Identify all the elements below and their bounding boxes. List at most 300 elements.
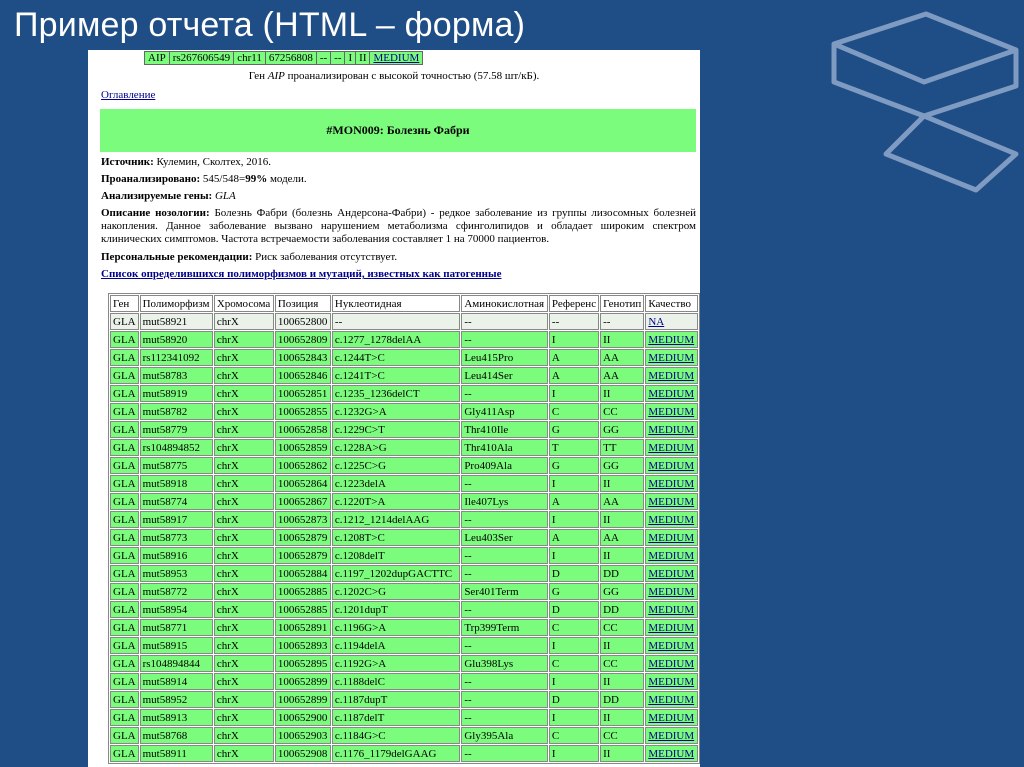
table-row [110, 619, 698, 636]
table-cell: I [549, 547, 599, 564]
table-row [110, 709, 698, 726]
table-cell: -- [461, 601, 548, 618]
table-cell [645, 493, 698, 510]
table-cell: mut58919 [140, 385, 213, 402]
table-cell: CC [600, 727, 644, 744]
table-row [110, 403, 698, 420]
column-header: Хромосома [214, 295, 274, 312]
table-cell: GG [600, 421, 644, 438]
table-cell [645, 475, 698, 492]
quality-link[interactable]: MEDIUM [648, 693, 695, 706]
table-cell: mut58779 [140, 421, 213, 438]
table-cell: -- [461, 313, 548, 330]
table-cell: Leu414Ser [461, 367, 548, 384]
table-cell [645, 619, 698, 636]
toc-link[interactable]: Оглавление [101, 89, 156, 101]
table-cell: GG [600, 457, 644, 474]
column-header: Позиция [275, 295, 331, 312]
table-cell: I [549, 475, 599, 492]
table-row [110, 583, 698, 600]
slide-title: Пример отчета (HTML – форма) [14, 6, 526, 44]
table-cell: 100652800 [275, 313, 331, 330]
table-cell: 100652903 [275, 727, 331, 744]
quality-link[interactable]: MEDIUM [648, 639, 695, 652]
table-cell: 100652858 [275, 421, 331, 438]
table-cell: chrX [214, 313, 274, 330]
recommendation-line: Персональные рекомендации: Риск заболевания отсутствует. [101, 251, 398, 263]
table-cell: 100652867 [275, 493, 331, 510]
table-cell: Leu415Pro [461, 349, 548, 366]
table-cell [645, 709, 698, 726]
quality-link[interactable]: MEDIUM [648, 747, 695, 760]
table-cell: GLA [110, 493, 139, 510]
table-cell: GLA [110, 511, 139, 528]
quality-link[interactable]: MEDIUM [648, 423, 695, 436]
table-row [110, 655, 698, 672]
quality-link[interactable]: NA [648, 315, 665, 328]
table-cell: GG [600, 583, 644, 600]
column-header: Генотип [600, 295, 644, 312]
table-cell: I [549, 511, 599, 528]
table-cell: 100652862 [275, 457, 331, 474]
table-cell: AA [600, 529, 644, 546]
table-cell [645, 691, 698, 708]
table-cell: Glu398Lys [461, 655, 548, 672]
table-cell: GLA [110, 331, 139, 348]
disease-banner [100, 109, 696, 152]
table-cell: chrX [214, 421, 274, 438]
table-cell: A [549, 349, 599, 366]
table-cell [645, 403, 698, 420]
genes-line: Анализируемые гены: GLA [101, 190, 236, 202]
table-cell: 100652879 [275, 547, 331, 564]
pathogenic-list-link[interactable]: Список определившихся полиморфизмов и мутаций, известных как патогенные [101, 268, 502, 280]
table-cell: 100652846 [275, 367, 331, 384]
table-row [110, 421, 698, 438]
table-cell: mut58921 [140, 313, 213, 330]
table-cell: c.1232G>A [332, 403, 460, 420]
table-row [110, 439, 698, 456]
table-row [110, 457, 698, 474]
column-header: Референс [549, 295, 599, 312]
table-cell: GLA [110, 529, 139, 546]
table-cell: c.1188delC [332, 673, 460, 690]
table-cell: GLA [110, 673, 139, 690]
table-cell: mut58918 [140, 475, 213, 492]
table-cell: 100652893 [275, 637, 331, 654]
quality-link[interactable]: MEDIUM [648, 387, 695, 400]
table-cell: 100652843 [275, 349, 331, 366]
table-cell: GLA [110, 709, 139, 726]
table-cell: T [549, 439, 599, 456]
table-cell: rs112341092 [140, 349, 213, 366]
table-cell: GLA [110, 547, 139, 564]
table-cell: c.1194delA [332, 637, 460, 654]
table-cell: mut58917 [140, 511, 213, 528]
table-cell: GLA [110, 619, 139, 636]
table-cell: Gly395Ala [461, 727, 548, 744]
table-cell: -- [600, 313, 644, 330]
quality-link[interactable]: MEDIUM [648, 567, 695, 580]
table-cell: chrX [214, 745, 274, 762]
table-cell [645, 565, 698, 582]
table-cell: GLA [110, 457, 139, 474]
table-cell: Ile407Lys [461, 493, 548, 510]
table-cell: chrX [214, 547, 274, 564]
table-cell [645, 637, 698, 654]
table-cell: chrX [214, 475, 274, 492]
table-cell: GLA [110, 349, 139, 366]
quality-link[interactable]: MEDIUM [648, 657, 695, 670]
table-cell [645, 601, 698, 618]
table-cell: chrX [214, 619, 274, 636]
table-cell: -- [461, 511, 548, 528]
table-cell: II [600, 673, 644, 690]
table-cell: C [549, 727, 599, 744]
quality-link[interactable]: MEDIUM [648, 585, 695, 598]
table-cell: GLA [110, 655, 139, 672]
table-cell: GLA [110, 421, 139, 438]
column-header: Аминокислотная [461, 295, 548, 312]
table-cell: 100652873 [275, 511, 331, 528]
table-cell: c.1208delT [332, 547, 460, 564]
top-row-cell: AIP [145, 52, 170, 65]
table-cell: mut58915 [140, 637, 213, 654]
table-cell: chrX [214, 565, 274, 582]
previous-gene-row [144, 51, 423, 65]
table-cell: 100652851 [275, 385, 331, 402]
table-cell: G [549, 457, 599, 474]
quality-link[interactable]: MEDIUM [648, 405, 695, 418]
table-cell: GLA [110, 565, 139, 582]
table-cell: GLA [110, 727, 139, 744]
table-cell: II [600, 745, 644, 762]
table-cell: 100652864 [275, 475, 331, 492]
table-cell: c.1244T>C [332, 349, 460, 366]
table-cell: chrX [214, 367, 274, 384]
table-cell: I [549, 637, 599, 654]
table-cell: -- [549, 313, 599, 330]
table-cell: mut58914 [140, 673, 213, 690]
table-cell: c.1184G>C [332, 727, 460, 744]
description-paragraph: Описание нозологии: Болезнь Фабри (болезнь Андерсона-Фабри) - редкое заболевание из группы лизосомных болезней накопления. Данное заболевание вызвано нарушением метаболизма сфинголипидов и обладает широким спектром клинических симптомов. Частота встречаемости заболевания составляет 1 на 70000 пациентов. [101, 207, 696, 245]
table-cell: chrX [214, 493, 274, 510]
table-cell: 100652879 [275, 529, 331, 546]
table-cell: c.1196G>A [332, 619, 460, 636]
table-cell: c.1197_1202dupGACTTC [332, 565, 460, 582]
table-cell [645, 349, 698, 366]
quality-link[interactable]: MEDIUM [648, 369, 695, 382]
table-cell: chrX [214, 439, 274, 456]
table-cell: Thr410Ala [461, 439, 548, 456]
top-row-cell: chr11 [234, 52, 266, 65]
table-cell: mut58771 [140, 619, 213, 636]
table-cell: I [549, 673, 599, 690]
table-cell: chrX [214, 727, 274, 744]
table-cell: II [600, 709, 644, 726]
table-cell: mut58768 [140, 727, 213, 744]
source-line: Источник: Кулемин, Сколтех, 2016. [101, 156, 271, 168]
table-cell: C [549, 655, 599, 672]
table-cell: c.1229C>T [332, 421, 460, 438]
table-cell: 100652899 [275, 673, 331, 690]
table-cell: mut58953 [140, 565, 213, 582]
quality-link[interactable]: MEDIUM [648, 351, 695, 364]
table-cell: mut58911 [140, 745, 213, 762]
table-cell [645, 727, 698, 744]
table-row [110, 673, 698, 690]
table-row [110, 745, 698, 762]
table-cell: A [549, 529, 599, 546]
table-cell: GLA [110, 745, 139, 762]
table-cell: 100652908 [275, 745, 331, 762]
table-cell: chrX [214, 601, 274, 618]
quality-link[interactable]: MEDIUM [648, 675, 695, 688]
table-cell: GLA [110, 691, 139, 708]
table-cell: TT [600, 439, 644, 456]
table-cell: chrX [214, 691, 274, 708]
table-cell: -- [461, 547, 548, 564]
column-header: Ген [110, 295, 139, 312]
table-cell: mut58920 [140, 331, 213, 348]
quality-link[interactable]: MEDIUM [648, 603, 695, 616]
table-cell: II [600, 637, 644, 654]
gene-accuracy-note: Ген AIP проанализирован с высокой точностью (57.58 шт/кБ). [248, 70, 540, 82]
table-cell: chrX [214, 637, 274, 654]
table-cell: DD [600, 601, 644, 618]
table-cell: GLA [110, 583, 139, 600]
table-cell: mut58954 [140, 601, 213, 618]
table-cell: GLA [110, 367, 139, 384]
quality-link[interactable]: MEDIUM [373, 52, 420, 64]
quality-link[interactable]: MEDIUM [648, 531, 695, 544]
table-cell: chrX [214, 529, 274, 546]
table-cell: c.1187delT [332, 709, 460, 726]
table-cell: GLA [110, 439, 139, 456]
table-cell: c.1277_1278delAA [332, 331, 460, 348]
table-cell: GLA [110, 403, 139, 420]
table-cell [645, 439, 698, 456]
table-cell: 100652895 [275, 655, 331, 672]
table-cell [645, 511, 698, 528]
table-cell: -- [461, 565, 548, 582]
table-cell: -- [461, 691, 548, 708]
table-cell: chrX [214, 331, 274, 348]
table-cell: GLA [110, 601, 139, 618]
table-cell [645, 583, 698, 600]
table-cell [645, 529, 698, 546]
table-cell: Gly411Asp [461, 403, 548, 420]
table-cell: DD [600, 691, 644, 708]
table-cell [645, 313, 698, 330]
table-cell: mut58916 [140, 547, 213, 564]
table-row [110, 691, 698, 708]
table-cell: c.1187dupT [332, 691, 460, 708]
top-row-cell [370, 52, 423, 65]
table-cell: c.1208T>C [332, 529, 460, 546]
table-cell: DD [600, 565, 644, 582]
quality-link[interactable]: MEDIUM [648, 621, 695, 634]
quality-link[interactable]: MEDIUM [648, 729, 695, 742]
quality-link[interactable]: MEDIUM [648, 495, 695, 508]
table-cell [645, 745, 698, 762]
table-row [110, 331, 698, 348]
quality-link[interactable]: MEDIUM [648, 333, 695, 346]
table-cell: D [549, 691, 599, 708]
table-cell: -- [461, 475, 548, 492]
column-header: Нуклеотидная [332, 295, 460, 312]
table-cell: mut58774 [140, 493, 213, 510]
table-cell: Trp399Term [461, 619, 548, 636]
mutations-table [108, 293, 700, 764]
table-cell: GLA [110, 385, 139, 402]
table-cell: chrX [214, 655, 274, 672]
table-row [110, 637, 698, 654]
table-cell: c.1201dupT [332, 601, 460, 618]
table-cell: 100652900 [275, 709, 331, 726]
quality-link[interactable]: MEDIUM [648, 459, 695, 472]
table-cell: mut58783 [140, 367, 213, 384]
top-row-cell: I [345, 52, 356, 65]
table-cell: mut58772 [140, 583, 213, 600]
table-cell: Pro409Ala [461, 457, 548, 474]
table-row [110, 313, 698, 330]
table-cell: I [549, 331, 599, 348]
top-row-cell: rs267606549 [169, 52, 233, 65]
table-row [110, 565, 698, 582]
table-cell: C [549, 619, 599, 636]
table-cell: c.1220T>A [332, 493, 460, 510]
table-cell: II [600, 511, 644, 528]
table-row [110, 511, 698, 528]
table-cell: AA [600, 367, 644, 384]
table-cell [645, 457, 698, 474]
table-cell [645, 385, 698, 402]
table-cell: chrX [214, 673, 274, 690]
table-cell: 100652884 [275, 565, 331, 582]
quality-link[interactable]: MEDIUM [648, 477, 695, 490]
table-cell: rs104894844 [140, 655, 213, 672]
report-document[interactable] [88, 50, 700, 767]
table-cell: D [549, 601, 599, 618]
table-cell: G [549, 583, 599, 600]
table-cell: AA [600, 349, 644, 366]
table-cell: 100652855 [275, 403, 331, 420]
table-cell: -- [461, 673, 548, 690]
top-row-cell: -- [316, 52, 330, 65]
table-row [110, 349, 698, 366]
table-cell: 100652809 [275, 331, 331, 348]
table-row [110, 475, 698, 492]
geometric-decoration [826, 4, 1024, 204]
table-cell: -- [461, 637, 548, 654]
top-row-cell: 67256808 [265, 52, 316, 65]
table-cell: c.1228A>G [332, 439, 460, 456]
table-cell: AA [600, 493, 644, 510]
table-cell: mut58782 [140, 403, 213, 420]
table-cell: A [549, 367, 599, 384]
table-cell: chrX [214, 403, 274, 420]
table-cell: chrX [214, 349, 274, 366]
table-cell: Thr410Ile [461, 421, 548, 438]
table-cell: 100652885 [275, 583, 331, 600]
table-cell: mut58773 [140, 529, 213, 546]
table-cell: Ser401Term [461, 583, 548, 600]
table-cell [645, 673, 698, 690]
disease-title: #MON009: Болезнь Фабри [326, 123, 470, 137]
quality-link[interactable]: MEDIUM [648, 513, 695, 526]
table-row [110, 601, 698, 618]
table-cell: D [549, 565, 599, 582]
table-cell: chrX [214, 583, 274, 600]
table-row [110, 547, 698, 564]
table-row [110, 367, 698, 384]
quality-link[interactable]: MEDIUM [648, 441, 695, 454]
table-cell: c.1192G>A [332, 655, 460, 672]
table-cell: 100652859 [275, 439, 331, 456]
table-cell: c.1176_1179delGAAG [332, 745, 460, 762]
table-cell: -- [461, 385, 548, 402]
table-cell: I [549, 385, 599, 402]
top-row-cell: II [356, 52, 370, 65]
table-cell: c.1212_1214delAAG [332, 511, 460, 528]
table-cell: 100652899 [275, 691, 331, 708]
table-cell: CC [600, 619, 644, 636]
table-cell: -- [461, 745, 548, 762]
table-cell [645, 421, 698, 438]
table-cell: mut58913 [140, 709, 213, 726]
table-cell: II [600, 331, 644, 348]
table-row [110, 529, 698, 546]
table-cell: 100652891 [275, 619, 331, 636]
table-cell: I [549, 745, 599, 762]
table-row [110, 385, 698, 402]
table-cell: -- [332, 313, 460, 330]
table-cell: chrX [214, 709, 274, 726]
top-row-cell: -- [331, 52, 345, 65]
table-cell: A [549, 493, 599, 510]
table-cell: II [600, 475, 644, 492]
quality-link[interactable]: MEDIUM [648, 711, 695, 724]
table-cell: Leu403Ser [461, 529, 548, 546]
table-cell: -- [461, 709, 548, 726]
table-cell: mut58775 [140, 457, 213, 474]
table-cell: c.1225C>G [332, 457, 460, 474]
table-cell: II [600, 385, 644, 402]
quality-link[interactable]: MEDIUM [648, 549, 695, 562]
table-cell [645, 547, 698, 564]
table-cell: chrX [214, 457, 274, 474]
table-cell: rs104894852 [140, 439, 213, 456]
table-cell: CC [600, 403, 644, 420]
table-cell [645, 331, 698, 348]
table-cell: GLA [110, 313, 139, 330]
table-cell: GLA [110, 475, 139, 492]
column-header: Полиморфизм [140, 295, 213, 312]
table-cell [645, 655, 698, 672]
table-cell: c.1235_1236delCT [332, 385, 460, 402]
table-row [110, 727, 698, 744]
table-cell: 100652885 [275, 601, 331, 618]
table-cell: chrX [214, 385, 274, 402]
table-cell: -- [461, 331, 548, 348]
analyzed-line: Проанализировано: 545/548=99% модели. [101, 173, 307, 185]
table-cell [645, 367, 698, 384]
table-cell: c.1223delA [332, 475, 460, 492]
table-cell: I [549, 709, 599, 726]
table-cell: C [549, 403, 599, 420]
table-cell: mut58952 [140, 691, 213, 708]
